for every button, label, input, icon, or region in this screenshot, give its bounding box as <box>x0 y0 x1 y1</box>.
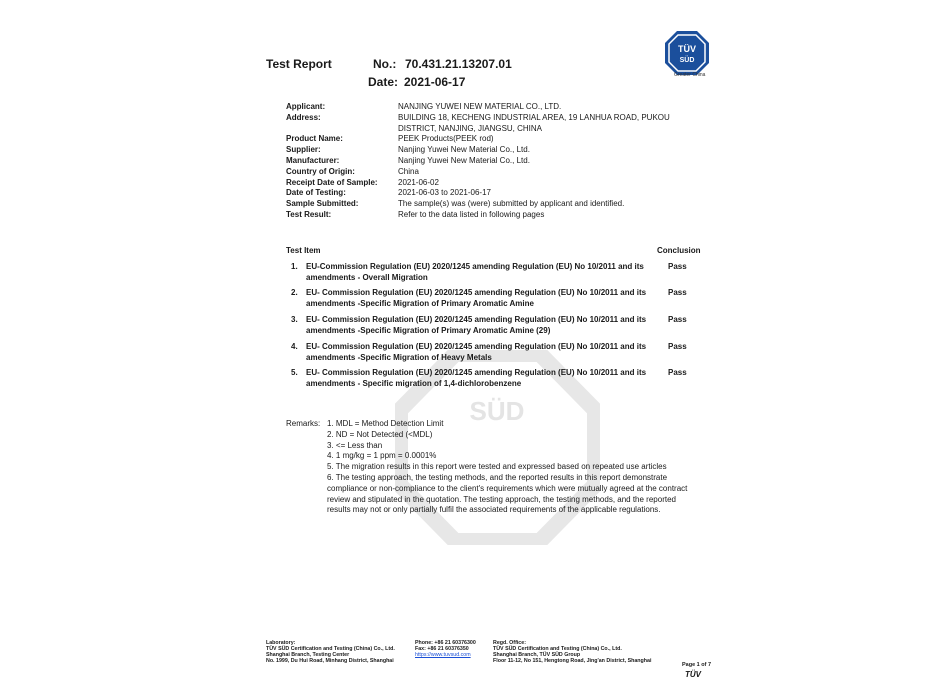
info-label: Sample Submitted: <box>286 199 359 209</box>
test-item-text: EU- Commission Regulation (EU) 2020/1245 amending Regulation (EU) No 10/2011 and its amendments -Specific Migration of Heavy Metals <box>306 342 647 362</box>
info-row-supplier <box>286 145 688 156</box>
test-item <box>291 262 671 283</box>
info-value: BUILDING 18, KECHENG INDUSTRIAL AREA, 19 LANHUA ROAD, PUKOU DISTRICT, NANJING, JIANGSU, CHINA <box>398 112 670 133</box>
remarks-label: Remarks: <box>286 419 321 428</box>
info-row-sample <box>286 199 688 210</box>
report-date-label: Date: <box>368 75 399 89</box>
info-value: 2021-06-02 <box>398 177 439 187</box>
report-no-value: 70.431.21.13207.01 <box>405 57 512 71</box>
test-item-header: Test Item <box>286 246 321 255</box>
info-label: Country of Origin: <box>286 166 355 176</box>
footer-regd-office <box>493 640 651 664</box>
info-row-receipt-date <box>286 178 688 189</box>
watermark-text: SÜD <box>469 396 525 426</box>
footer-phone: Phone: +86 21 60376300 <box>415 640 476 646</box>
test-item-number: 4. <box>291 342 298 351</box>
info-value: The sample(s) was (were) submitted by applicant and identified. <box>398 199 625 209</box>
footer-regd-line2: Shanghai Branch, TÜV SÜD Group <box>493 652 581 659</box>
logo-sub: SÜD <box>679 57 695 64</box>
info-row-product <box>286 134 688 145</box>
footer-website-link[interactable]: https://www.tuvsud.com <box>415 652 471 659</box>
test-item-text: EU- Commission Regulation (EU) 2020/1245 amending Regulation (EU) No 10/2011 and its amendments -Specific Migration of Primary Aromatic Amine (29) <box>306 315 647 335</box>
conclusion-header: Conclusion <box>657 246 701 255</box>
test-item-text: EU-Commission Regulation (EU) 2020/1245 amending Regulation (EU) No 10/2011 and its amendments - Overall Migration <box>306 262 644 282</box>
remark-item: 3. <= Less than <box>327 440 383 450</box>
report-no-label: No.: <box>373 57 397 71</box>
info-value: Refer to the data listed in following pages <box>398 209 545 219</box>
test-item <box>291 315 671 336</box>
test-item-result: Pass <box>668 368 687 377</box>
footer-lab-title: Laboratory: <box>266 640 296 646</box>
test-item-number: 3. <box>291 315 298 324</box>
info-label: Date of Testing: <box>286 188 346 198</box>
info-row-testing-date <box>286 188 688 199</box>
info-label: Receipt Date of Sample: <box>286 177 378 187</box>
test-item-text: EU- Commission Regulation (EU) 2020/1245 amending Regulation (EU) No 10/2011 and its amendments -Specific Migration of Primary Aromatic Amine <box>306 288 647 308</box>
info-row-country <box>286 167 688 178</box>
test-item-result: Pass <box>668 342 687 351</box>
info-value: Nanjing Yuwei New Material Co., Ltd. <box>398 155 530 165</box>
test-item <box>291 288 671 309</box>
info-row-manufacturer <box>286 156 688 167</box>
info-row-applicant <box>286 102 688 113</box>
footer-brand: TÜV <box>685 670 701 679</box>
footer-regd-line3: Floor 11-12, No 151, Hengtong Road, Jing'an District, Shanghai <box>493 658 652 665</box>
test-item-text: EU- Commission Regulation (EU) 2020/1245 amending Regulation (EU) No 10/2011 and its amendments - Specific migration of 1,4-dichlorobenzene <box>306 368 647 388</box>
info-value: Nanjing Yuwei New Material Co., Ltd. <box>398 145 530 155</box>
remark-item: 5. The migration results in this report were tested and expressed based on repeated use articles <box>327 462 667 472</box>
footer-laboratory <box>266 640 395 664</box>
footer-fax: Fax: +86 21 60376350 <box>415 646 469 653</box>
info-value: PEEK Products(PEEK rod) <box>398 134 494 144</box>
page-number: Page 1 of 7 <box>682 662 712 668</box>
info-label: Address: <box>286 112 321 122</box>
test-item <box>291 368 671 389</box>
test-item-number: 5. <box>291 368 298 377</box>
remark-item: 2. ND = Not Detected (<MDL) <box>327 429 433 439</box>
test-item-result: Pass <box>668 315 687 324</box>
footer-lab-line1: TÜV SÜD Certification and Testing (China) Co., Ltd. <box>266 646 395 653</box>
footer-lab-line3: No. 1999, Du Hui Road, Minhang District, Shanghai <box>266 658 394 665</box>
info-label: Applicant: <box>286 102 326 111</box>
footer-lab-line2: Shanghai Branch, Testing Center <box>266 652 350 659</box>
test-item-number: 1. <box>291 262 298 271</box>
report-date-value: 2021-06-17 <box>404 75 466 89</box>
test-item-result: Pass <box>668 288 687 297</box>
remark-item: 4. 1 mg/kg = 1 ppm = 0.0001% <box>327 451 437 461</box>
remark-item: 1. MDL = Method Detection Limit <box>327 419 444 428</box>
footer-contact <box>415 640 476 658</box>
info-row-result <box>286 210 688 221</box>
info-row-address <box>286 113 688 135</box>
info-label: Test Result: <box>286 209 332 219</box>
remarks-list <box>327 419 689 516</box>
info-value: 2021-06-03 to 2021-06-17 <box>398 188 491 198</box>
info-value: NANJING YUWEI NEW MATERIAL CO., LTD. <box>398 102 562 111</box>
info-label: Manufacturer: <box>286 155 340 165</box>
footer-regd-title: Regd. Office: <box>493 640 526 646</box>
logo-text: TÜV <box>678 44 696 54</box>
report-info <box>286 102 688 221</box>
test-item-number: 2. <box>291 288 298 297</box>
remark-item: 6. The testing approach, the testing methods, and the reported results in this report demonstrate compliance or non-compliance to the client's requirements which were mutually agreed at the contract review and stipulated in the quotation. The testing approach, the testing methods, and the reported results may not or only partially fulfil the associated requirements of the applicable regulations. <box>327 472 688 515</box>
remarks <box>286 419 689 516</box>
info-label: Supplier: <box>286 145 321 155</box>
info-value: China <box>398 166 419 176</box>
footer-regd-line1: TÜV SÜD Certification and Testing (China) Co., Ltd. <box>493 646 622 653</box>
logo-region: Greater China <box>674 72 706 78</box>
test-item <box>291 342 671 363</box>
report-title: Test Report <box>266 57 332 71</box>
info-label: Product Name: <box>286 134 343 144</box>
test-item-result: Pass <box>668 262 687 271</box>
